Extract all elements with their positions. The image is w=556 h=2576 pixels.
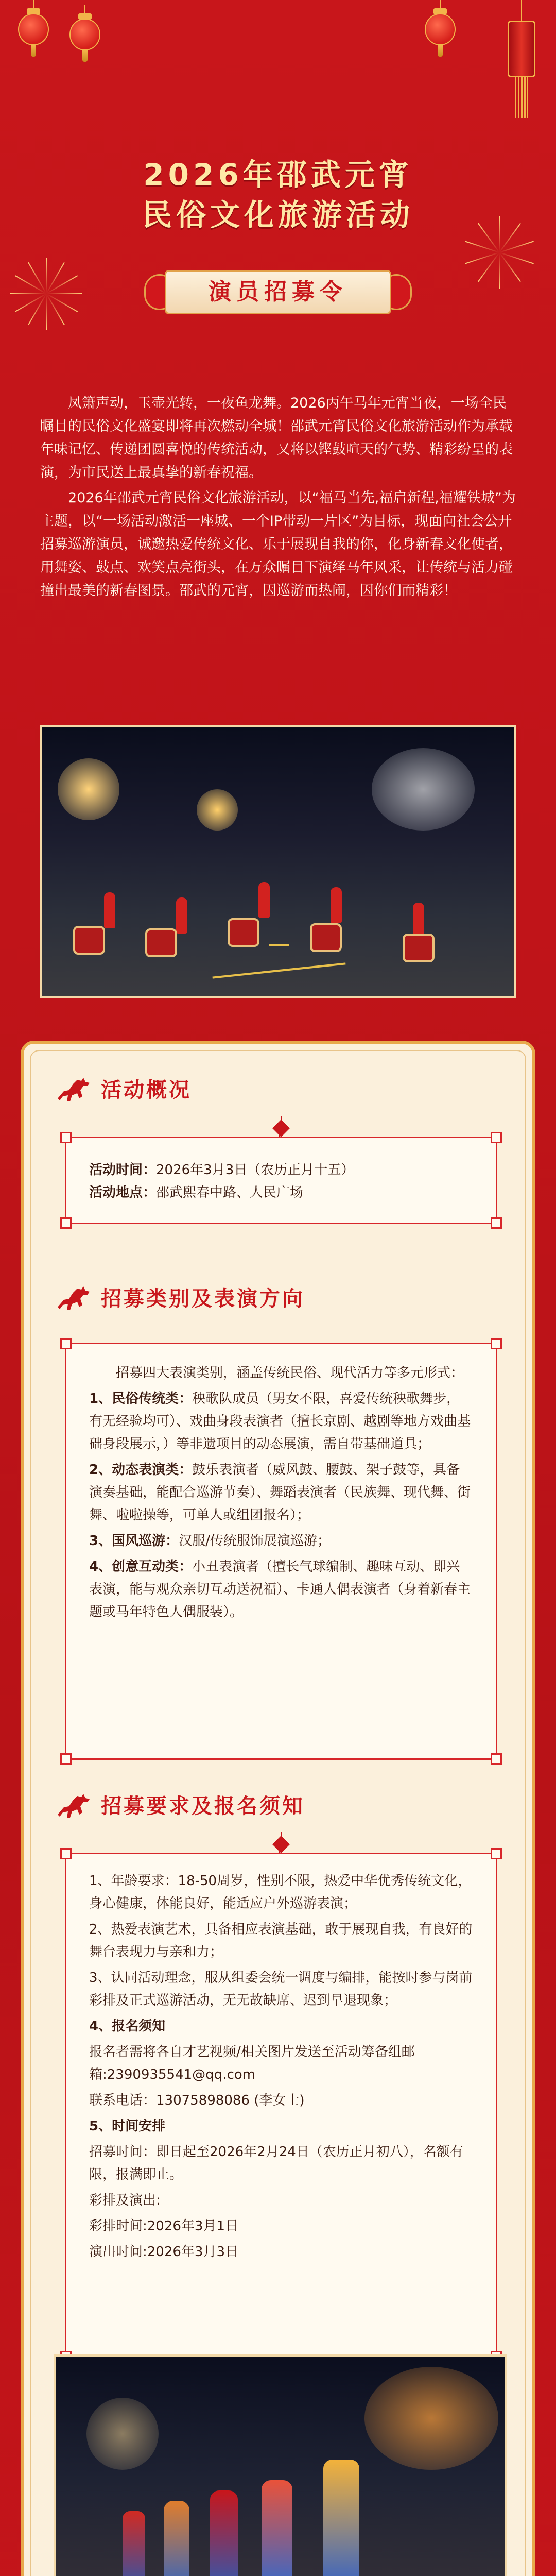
intro-paragraph: 凤箫声动，玉壶光转，一夜鱼龙舞。2026丙午马年元宵当夜，一场全民瞩目的民俗文化盛宴即将再次燃动全城！邵武元宵民俗文化旅游活动作为承载年味记忆、传递团圆喜悦的传统活动，又将以铿鼓喧天的气势、精彩纷呈的表演，为市民送上最真挚的新春祝福。 [40,395,513,481]
lantern-icon [422,0,458,57]
requirement-item: 2、热爱表演艺术，具备相应表演基础，敢于展现自我，有良好的舞台表现力与亲和力； [89,1922,473,1960]
recruit-item: 4、创意互动类：小丑表演者（擅长气球编制、趣味互动、即兴表演，能与观众亲切互动送祝福）、卡通人偶表演者（身着新春主题或马年特色人偶服装）。 [89,1559,471,1620]
banner-text: 演员招募令 [208,279,348,305]
rehearsal-title: 彩排及演出: [89,2193,161,2208]
section-title: 招募类别及表演方向 [101,1287,305,1311]
section-header-recruit [55,1283,508,1314]
recruit-item: 2、动态表演类：鼓乐表演者（威风鼓、腰鼓、架子鼓等，具备演奏基础，能配合巡游节奏）、舞蹈表演者（民族舞、现代舞、街舞、啦啦操等，可单人或组团报名）； [89,1462,471,1523]
hanging-lantern-icon [508,0,535,118]
intro-text [40,392,516,604]
recruit-banner [144,267,412,318]
overview-time: 活动时间：2026年3月3日（农历正月十五） [89,1162,355,1178]
horse-icon [55,1792,93,1821]
drum-parade-photo [40,725,516,998]
rehearsal-date: 彩排时间:2026年3月1日 [89,2218,239,2234]
recruit-item: 3、国风巡游：汉服/传统服饰展演巡游； [89,1533,331,1549]
horse-icon [55,1284,93,1313]
overview-place: 活动地点：邵武熙春中路、人民广场 [89,1185,304,1200]
section-title: 活动概况 [101,1078,192,1102]
content-panel [21,1041,535,2576]
schedule-title: 5、时间安排 [89,2119,166,2134]
signup-text: 报名者需将各自才艺视频/相关图片发送至活动筹备组邮箱:2390935541@qq.com [89,2044,415,2082]
firework-icon [0,247,93,340]
requirement-item: 1、年龄要求：18-50周岁，性别不限，热爱中华优秀传统文化，身心健康，体能良好，能适应户外巡游表演； [89,1873,472,1911]
recruit-box [65,1343,497,1760]
title-line-1: 2026年邵武元宵 [143,157,413,192]
requirements-box [65,1853,497,2358]
section-header-requirements [55,1791,508,1822]
section-header-overview [55,1075,508,1106]
signup-title: 4、报名须知 [89,2019,166,2034]
section-title: 招募要求及报名须知 [101,1794,305,1818]
intro-paragraph: 2026年邵武元宵民俗文化旅游活动，以“福马当先,福启新程,福耀铁城”为主题，以“一场活动激活一座城、一个IP带动一片区”为目标，现面向社会公开招募巡游演员，诚邀热爱传统文化、乐于展现自我的你，化身新春文化使者，用舞姿、鼓点、欢笑点亮街头，在万众瞩目下演绎马年风采，让传统与活力碰撞出最美的新春图景。邵武的元宵，因巡游而热闹，因你们而精彩！ [40,490,516,599]
title-line-2: 民俗文化旅游活动 [142,197,414,232]
page-title [0,155,556,235]
show-date: 演出时间:2026年3月3日 [89,2244,239,2260]
recruit-lead: 招募四大表演类别，涵盖传统民俗、现代活力等多元形式： [116,1365,464,1381]
requirement-item: 3、认同活动理念，服从组委会统一调度与编排，能按时参与岗前彩排及正式巡游活动，无无故缺席、迟到早退现象； [89,1970,473,2008]
costume-parade-photo [54,2354,507,2576]
lantern-icon [67,5,103,62]
schedule-text: 招募时间：即日起至2026年2月24日（农历正月初八），名额有限，报满即止。 [89,2144,463,2182]
horse-icon [55,1076,93,1105]
contact-phone: 联系电话：13075898086 (李女士) [89,2093,305,2108]
lantern-icon [15,0,51,57]
recruit-item: 1、民俗传统类：秧歌队成员（男女不限，喜爱传统秧歌舞步，有无经验均可）、戏曲身段表演者（擅长京剧、越剧等地方戏曲基础身段展示，）等非遗项目的动态展演，需自带基础道具； [89,1391,471,1452]
overview-box [65,1137,497,1224]
